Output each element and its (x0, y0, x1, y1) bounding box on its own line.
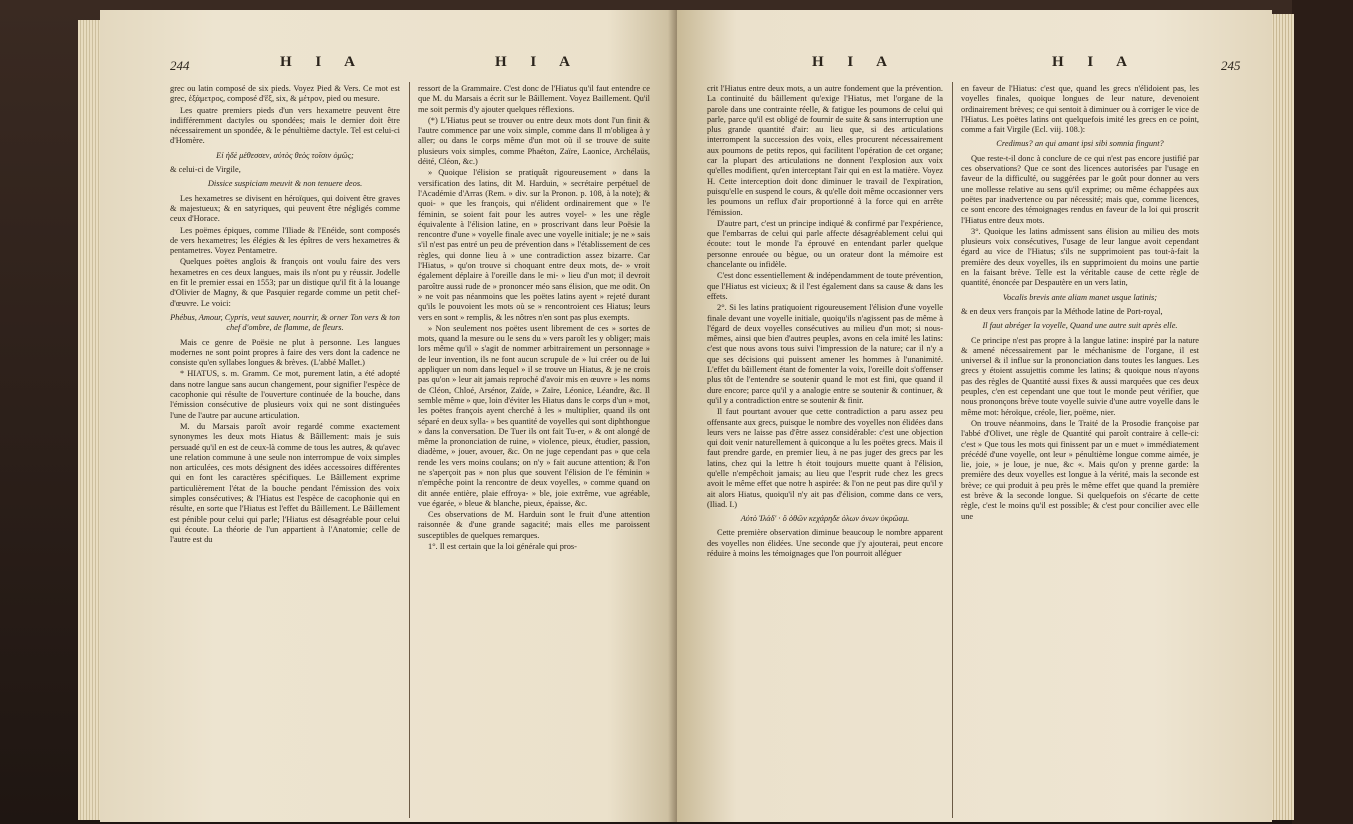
paragraph: 3°. Quoique les latins admissent sans élision au milieu des mots plusieurs voix consécutives, l'usage de leur langue avoit cependant égard au vice de l'Hiatus; s'ils ne supprimoient pas tout-à-fait la première des deux voyelles, ils en supprimoient du moins une partie en la faisant brève. Telle est la véritable cause de cette règle de quantité, énoncée par Despautère en un vers latin, (961, 226, 1199, 288)
page-number: 244 (170, 58, 190, 73)
running-head: H I A (1052, 54, 1138, 70)
paragraph: 1°. Il est certain que la loi générale qui pros- (428, 542, 577, 552)
text-column-1 (707, 84, 943, 822)
book-cover-right (1292, 0, 1353, 824)
running-head: H I A (280, 54, 366, 70)
quotation: Il faut abréger la voyelle, Quand une autre suit après elle. (982, 321, 1178, 331)
column-rule (409, 82, 410, 818)
page-number: 245 (1221, 58, 1241, 73)
paragraph: » Quoique l'élision se pratiquât rigoureusement » dans la versification des latins, dit M. Harduin, » secrétaire perpétuel de l'Académie d'Arras (Rem. » div. sur la Pronon. p. 108, à la note); & quoi- » que les françois, qui n'élident ordinairement que » l'e féminin, se soient fait pour les autres voyel- » les une règle équivalente à l'élision latine, en » proscrivant dans leur Poësie la rencontre d'une » voyelle finale avec une voyelle initiale; je ne » sais s'il n'est pas entré un peu de prévention dans » l'établissement de ces règles, qui donne lieu à » une contradiction assez bizarre. Car l'Hiatus, » qu'on trouve si choquant entre deux mots, de- » vroit également déplaire à l'oreille dans le mi- » lieu d'un mot; il devroit paroître aussi rude de » prononcer méo sans élision, que me odit. On » ne voit pas néanmoins que les poëtes latins ayent » rejeté durant qu'ils le pouvoient les mots où se » rencontroient ces Hiatus; leurs vers en sont » remplis, & les nôtres n'en sont pas plus exempts. (418, 168, 650, 322)
paragraph: Ce principe n'est pas propre à la langue latine: inspiré par la nature & amené nécessairement par le méchanisme de l'organe, il est universel & il influe sur la prononciation dans toutes les langues. Les grecs y étoient assujettis comme les latins; & quoique nous n'ayons pas des règles de Quantité aussi fixes & aussi marquées que ces deux peuples, c'en est cependant une que tout le monde peut vérifier, que nous prononçons brève toute voyelle suivie d'une autre voyelle dans le même mot: héroïque, créole, lier, poëme, nier. (961, 335, 1199, 417)
paragraph: ressort de la Grammaire. C'est donc de l'Hiatus qu'il faut entendre ce que M. du Marsais a écrit sur le Bâillement. Voyez Baillement. Qu'il me soit permis d'y ajouter quelques réflexions. (418, 84, 650, 114)
paragraph: en faveur de l'Hiatus: c'est que, quand les grecs n'élidoient pas, les voyelles finales, quoique longues de leur nature, devenoient ordinairement brèves; ce qui sentoit à diminuer ou à corriger le vice de l'Hiatus. Les poëtes latins ont quelquefois imité les grecs en ce point, comme a fait Virgile (Ecl. viij. 108.): (961, 84, 1199, 135)
paragraph: Les quatre premiers pieds d'un vers hexametre peuvent être indifféremment dactyles ou spondées; mais le dernier doit être nécessairement un spondée, & le pénultième dactyle. Tel est celui-ci d'Homère. (170, 105, 400, 146)
paragraph: Ces observations de M. Harduin sont le fruit d'une attention raisonnée & d'une grande sagacité; mais elles me paroissent susceptibles de quelques remarques. (418, 510, 650, 540)
paragraph: Les poëmes épiques, comme l'Iliade & l'Enéide, sont composés de vers hexametres; les élégies & les épîtres de vers hexametres & pentametres. Voyez Pentametre. (170, 225, 400, 256)
paragraph: grec ou latin composé de six pieds. Voyez Pied & Vers. Ce mot est grec, ἑξάμετρος, composé d'ἓξ, six, & μέτρον, pied ou mesure. (170, 84, 400, 104)
paragraph: Que reste-t-il donc à conclure de ce qui n'est pas encore justifié par ces observations? Que ce sont des licences autorisées par l'usage en faveur de la difficulté, ou suggérées par le goût pour donner au vers une mollesse relative au sens qu'il exprime; ou même échappées aux poëtes par inadvertence ou par nécessité; mais que, comme licences, ce sont encore des témoignages rendus en faveur de la loi qui proscrit l'Hiatus entre deux mots. (961, 153, 1199, 225)
running-head: H I A (495, 54, 581, 70)
paragraph: Il faut pourtant avouer que cette contradiction a paru assez peu offensante aux grecs, puisque le nombre des voyelles non élidées dans leurs vers ne laisse pas d'être assez considérable: c'est une objection qui doit venir naturellement à quiconque a lu les poëtes grecs. Mais il faut prendre garde, en premier lieu, à ne pas juger des grecs par les latins, chez qui la lettre h étoit toujours muette quant à l'élision, qu'elle n'empêchoit jamais; au lieu que l'esprit rude chez les grecs avoit le même effet que notre h aspirée: & l'on ne peut pas dire qu'il y ait alors Hiatus, quoiqu'il n'y ait pas d'élision, comme dans ce vers, (Iliad. I.) (707, 407, 943, 509)
paragraph: Cette première observation diminue beaucoup le nombre apparent des voyelles non élidées. Une seconde que j'y ajouterai, peut encore réduire à moins les témoignages que l'on pourroit alléguer (707, 528, 943, 559)
paragraph: crit l'Hiatus entre deux mots, a un autre fondement que la prévention. La continuité du bâillement qu'exige l'Hiatus, met l'organe de la parole dans une contrainte réelle, & fatigue les poumons de celui qui parle, parce qu'il est obligé de fournir de suite & sans interruption une plus grande quantité d'air: au lieu que, si des articulations interrompent la succession des voix, elles procurent nécessairement aux poumons de petits repos, qui facilitent l'opération de cet organe; car la plupart des articulations ne donnent l'explosion aux voix qu'elles modifient, qu'en interceptant l'air qui en est la matière. Voyez H. Cette interception doit donc diminuer le travail de l'expiration, puisqu'elle en suspend le cours, & qu'elle doit même occasionner vers les poumons un reflux d'air proportionné à la force qui en arrête l'émission. (707, 84, 943, 217)
paragraph: 2°. Si les latins pratiquoient rigoureusement l'élision d'une voyelle finale devant une voyelle initiale, quoiqu'ils n'agissent pas de même à l'égard de deux voyelles consécutives au milieu d'un mot; si nous-mêmes, ainsi que bien d'autres peuples, avons en cela imité les latins: c'est que nous avons tous suivi l'impression de la nature; car il n'y a que ses décisions qui puissent amener les hommes à l'unanimité. L'effet du bâillement étant de fomenter la voix, l'oreille doit s'offenser plus tôt de l'entendre se soutenir quand le mot est fini, que quand il dure encore; parce qu'il y a analogie entre se soutenir & continuer, & qu'il y a contradiction entre se soutenir & finir. (707, 303, 943, 405)
quotation: Phébus, Amour, Cypris, veut sauver, nourrir, & orner Ton vers & ton chef d'ombre, de flamme, de fleurs. (170, 312, 400, 333)
quotation: Dissice suspiciam meuvit & non tenuere deos. (207, 179, 363, 189)
paragraph: & en deux vers françois par la Méthode latine de Port-royal, (961, 306, 1163, 316)
paragraph: & celui-ci de Virgile, (170, 165, 241, 175)
paragraph: * HIATUS, s. m. Gramm. Ce mot, purement latin, a été adopté dans notre langue sans aucun changement, pour signifier l'espèce de cacophonie qui résulte de l'ouverture continuée de la bouche, dans l'émission consécutive de plusieurs voix qui ne sont distinguées l'une de l'autre par aucune articulation. (170, 369, 400, 420)
paragraph: Quelques poëtes anglois & françois ont voulu faire des vers hexametres en ces deux langues, mais ils n'ont pu y réussir. Jodelle en fit le premier essai en 1553; par un distique qu'il fit à la louange d'Olivier de Magny, & que Pasquier regarde comme un petit chef-d'œuvre. Le voici: (170, 257, 400, 308)
running-head: H I A (812, 54, 898, 70)
paragraph: Les hexametres se divisent en héroïques, qui doivent être graves & majestueux; & en satyriques, qui peuvent être négligés comme ceux d'Horace. (170, 193, 400, 224)
quotation: Εἰ ἠδὲ μέθεσσεν, αὐτὸς θεὸς τοῖσιν ὁμῶς; (216, 150, 354, 160)
right-page (677, 10, 1272, 822)
paragraph: » Non seulement nos poëtes usent librement de ces » sortes de mots, quand la mesure ou le sens du » vers paroît les y obliger; mais lors même qu'il » s'agit de nommer arbitrairement un personnage » de leur invention, ils ne font aucun scrupule de » lui créer ou de lui appliquer un nom dans lequel » il se trouve un Hiatus, & je ne crois pas qu'on » leur ait jamais reproché d'avoir mis en œuvre » les noms de Cléon, Chloé, Arsénor, Zaïde, » Zaïre, Léonice, Léandre, &c. Il semble même » que, loin d'éviter les Hiatus dans le corps d'un » mot, les poëtes françois ayent cherché à les » multiplier, quand ils ont séparé en deux sylla- » bes quantité de voyelles qui sont diphthongue » dans la conversation. De Tuer ils ont fait Tu-er, » & ont alongé de même la prononciation de ruine, » violence, pieux, étudier, passion, diadème, » jouer, avouer, &c. On ne juge cependant pas » que cela rende les vers moins coulans; on n'y » fait aucune attention; & l'on ne s'aperçoit pas » non plus que souvent l'élision de l'e féminin » n'empêche point la rencontre de deux voyelles, » comme quand on dit année entière, plaie effroya- » ble, joie extrême, vue agréable, vue égarée, » bleue & blanche, pieux, épaisse, &c. (418, 323, 650, 508)
text-column-2 (961, 84, 1199, 822)
quotation: Vocalis brevis ante aliam manet usque latinis; (1002, 292, 1158, 302)
paragraph: D'autre part, c'est un principe indiqué & confirmé par l'expérience, que l'embarras de celui qui parle affecte désagréablement celui qui écoute: tout le monde l'a éprouvé en entendant parler quelque personne enrouée ou bègue, ou un orateur dont la mémoire est chancelante ou infidèle. (707, 218, 943, 270)
paragraph: Mais ce genre de Poësie ne plut à personne. Les langues modernes ne sont point propres à faire des vers dont la cadence ne consiste qu'en syllabes longues & brèves. (L'abbé Mallet.) (170, 337, 400, 368)
paragraph: M. du Marsais paroît avoir regardé comme exactement synonymes les deux mots Hiatus & Bâillement: mais je suis persuadé qu'il en est de ceux-là comme de tous les autres, & qu'avec une relation commune à une seule non interrompue de voix simples non articulées, ces mots désignent des idées accessoires différentes qui en font les caractères spécifiques. Le Bâillement exprime particulièrement l'état de la bouche pendant l'émission des voix simples consécutives; & l'Hiatus est l'espèce de cacophonie qui en résulte, en sorte que l'Hiatus est l'effet du Bâillement. Le Bâillement est pénible pour celui qui parle; l'Hiatus est désagréable pour celui qui écoute. La théorie de l'un appartient à l'Anatomie; celle de l'autre est du (170, 421, 400, 545)
text-column-1 (170, 84, 400, 822)
paragraph: C'est donc essentiellement & indépendamment de toute prévention, que l'Hiatus est vicieux; & il l'est également dans sa cause & dans les effets. (707, 271, 943, 301)
left-page (100, 10, 677, 822)
text-column-2 (418, 84, 650, 822)
paragraph: (*) L'Hiatus peut se trouver ou entre deux mots dont l'un finit & l'autre commence par une voix simple, comme dans Il m'obligea à y aller; ou dans le corps même d'un mot où il se trouve de suite plusieurs voix simples, comme Phaéton, Zaïre, Laonice, Archélaüs, déité, Cléon, &c.) (418, 115, 650, 167)
paragraph: On trouve néanmoins, dans le Traité de la Prosodie françoise par l'abbé d'Olivet, une règle de Quantité qui paroît contraire à celle-ci: c'est » Que tous les mots qui finissent par un e muet » immédiatement précédé d'une voyelle, ont leur » pénultième longue comme aimée, je lie, joie, » je loue, je nue, &c «. Mais qu'on y prenne garde: la première des deux voyelles est longue à la vérité, mais la seconde est brève; ce qui produit à peu près le même effet que quand la première est brève & la seconde longue. Si quelquefois on s'écarte de cette règle, c'est le moins qu'il est possible; & c'est pour concilier avec elle une (961, 418, 1199, 521)
column-rule (952, 82, 953, 818)
quotation: Credimus? an qui amant ipsi sibi somnia fingunt? (996, 139, 1164, 149)
quotation: Αὐτὸ Ἰλάδ' · ὃ ὀθῶν κεχάρηδε ὁλων ὀνων ὑκρῶαμ. (740, 514, 910, 524)
